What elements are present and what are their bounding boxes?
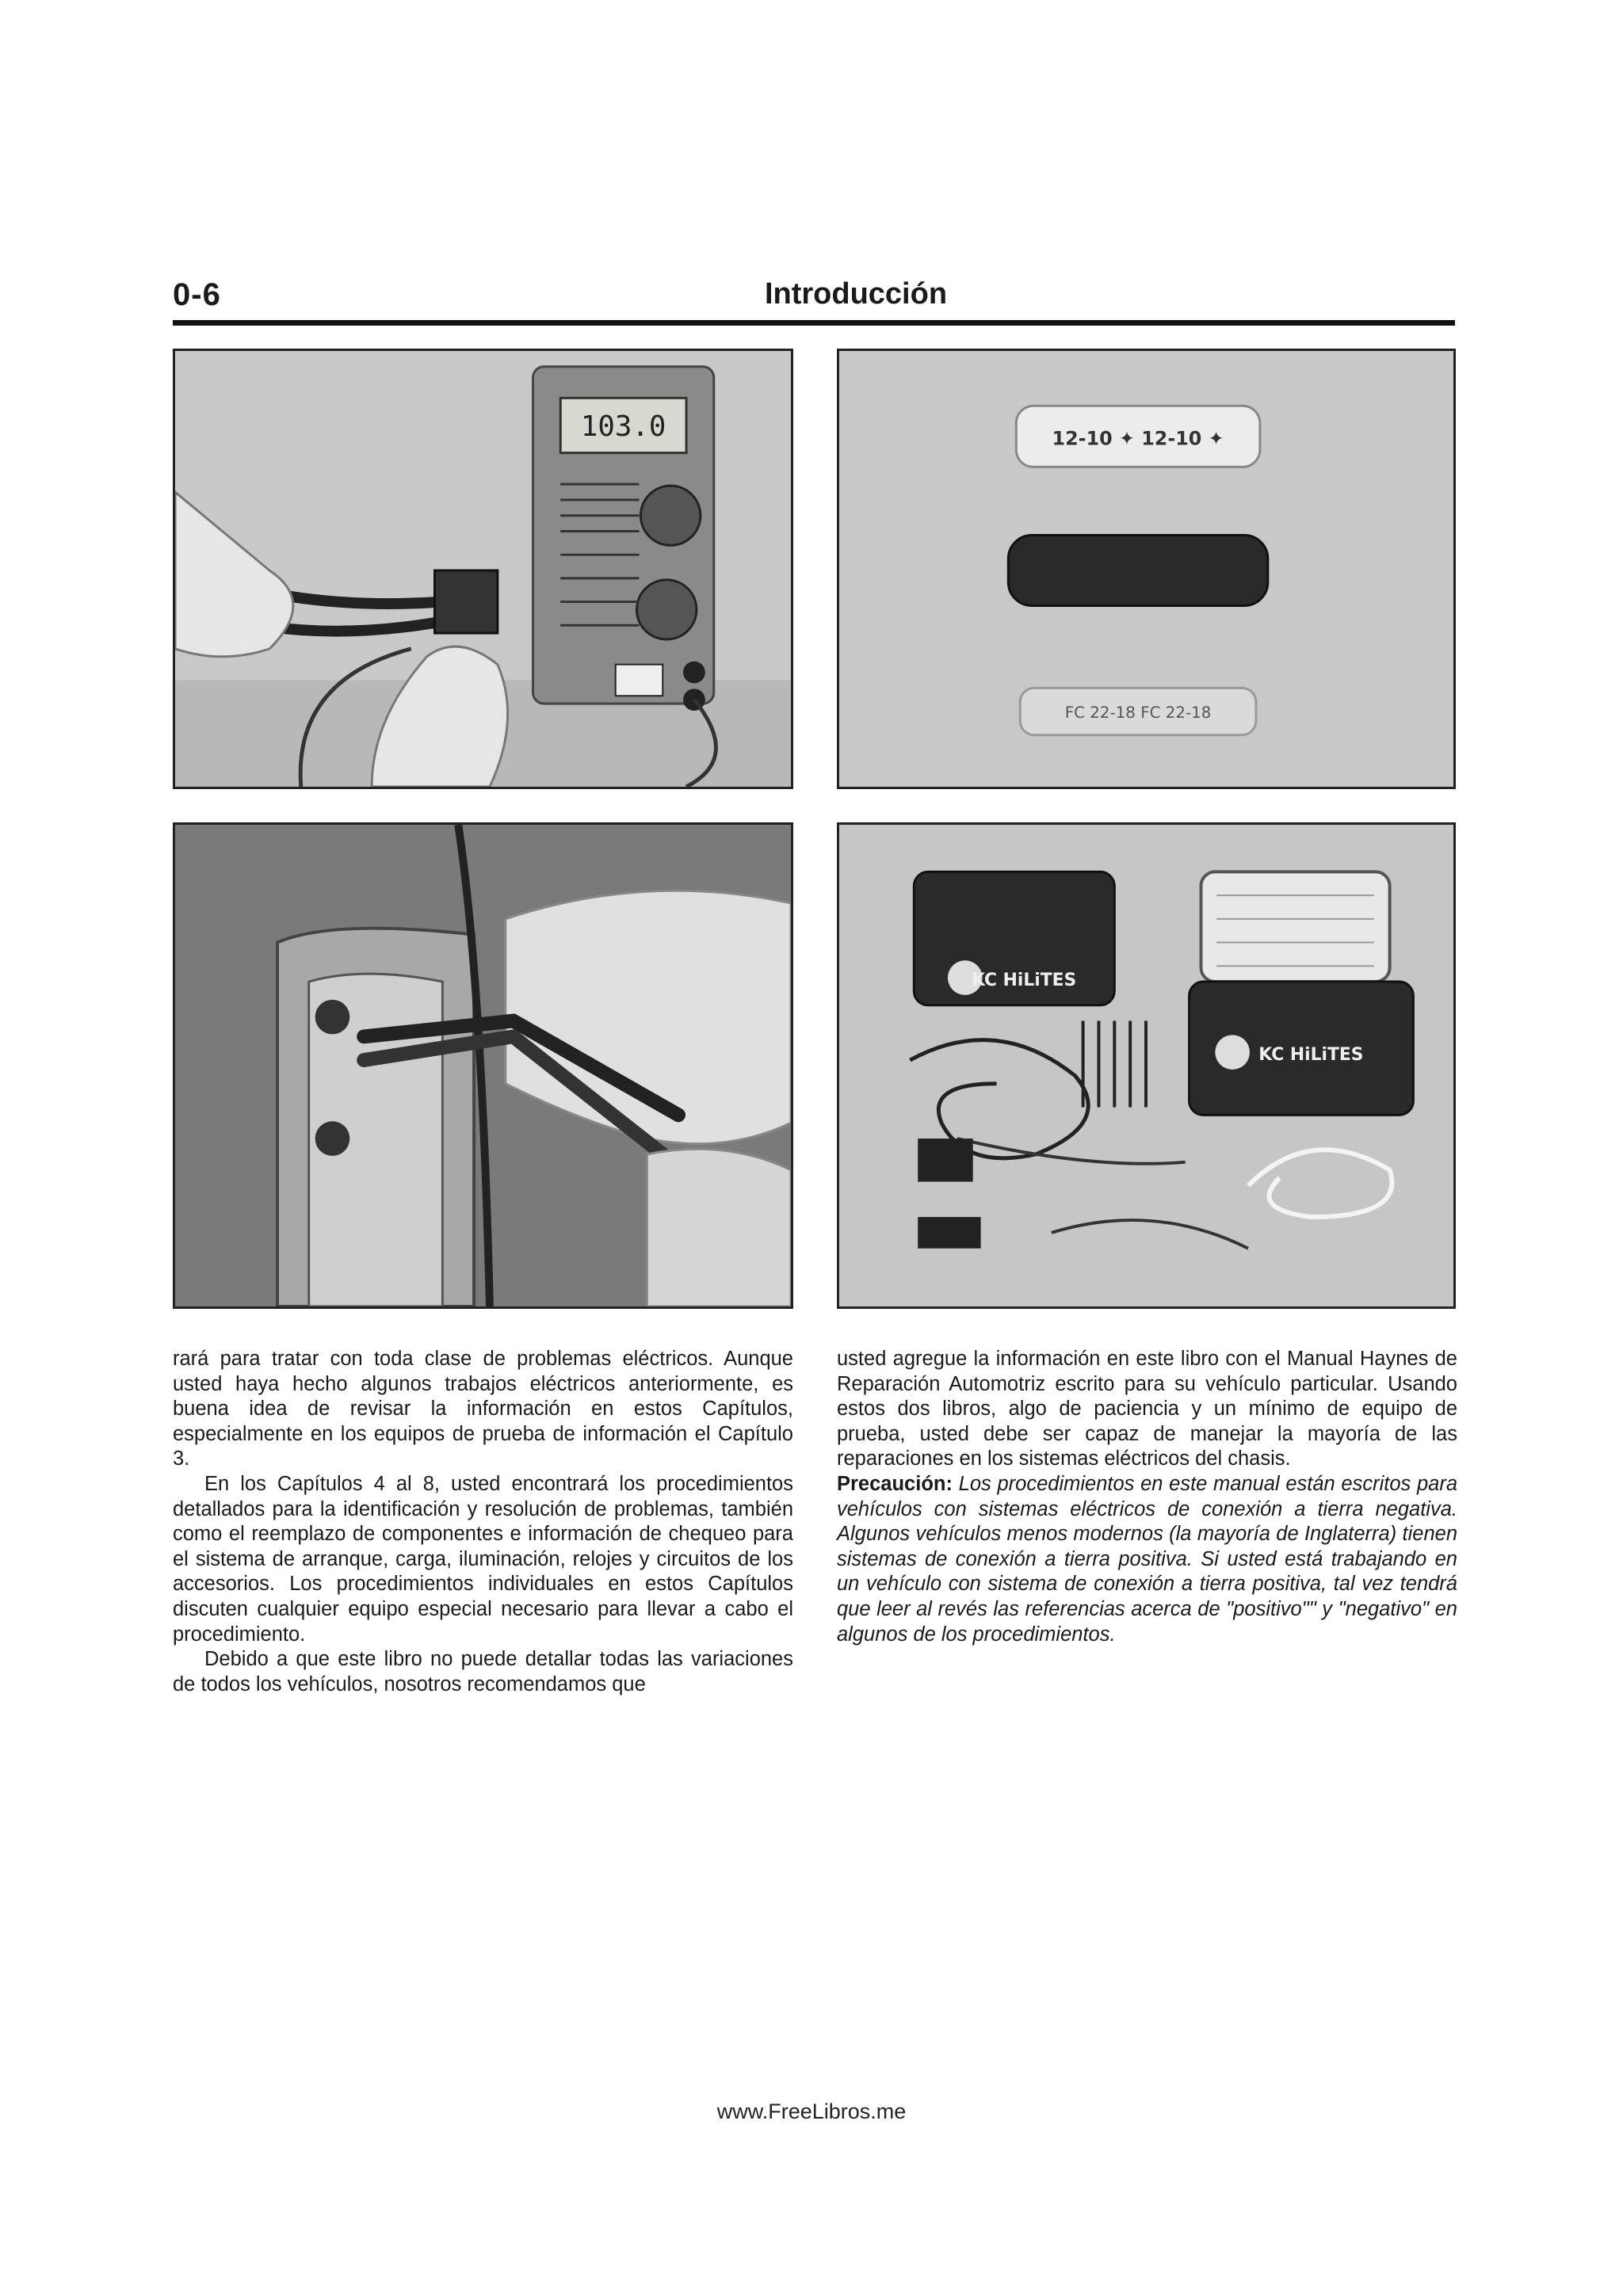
photo-lamp-kit <box>837 822 1456 1309</box>
page-title: Introducción <box>764 277 948 311</box>
caution-note <box>837 1472 1457 1647</box>
text-column-right <box>837 1347 1457 1647</box>
connector-label-2: FC 22-18 FC 22-18 <box>1064 703 1212 722</box>
photo-butt-connectors <box>837 349 1456 789</box>
connector-label-1: 12-10 ✦ 12-10 ✦ <box>1052 427 1224 450</box>
footer-url[interactable]: www.FreeLibros.me <box>716 2100 907 2123</box>
lamp-kit-illustration <box>839 825 1453 1306</box>
header-rule <box>173 320 1455 326</box>
paragraph: Debido a que este libro no puede detallar todas las variaciones de todos los vehículos, nosotros recomendamos que <box>173 1648 793 1695</box>
photo-multimeter-test <box>173 349 793 789</box>
brand-label-1: KC HiLiTES <box>972 971 1077 990</box>
paragraph: rará para tratar con toda clase de problemas eléctricos. Aunque usted haya hecho algunos trabajos eléctricos anteriormente, es buena idea de revisar la información en estos Capítulos, especialmente en los equipos de prueba de información el Capítulo 3. <box>173 1348 793 1470</box>
text-column-left <box>173 1347 793 1697</box>
brand-label-2: KC HiLiTES <box>1258 1045 1364 1066</box>
multimeter-display: 103.0 <box>580 410 666 443</box>
paragraph: usted agregue la información en este libro con el Manual Haynes de Reparación Automotriz escrito para su vehículo particular. Usando estos dos libros, algo de paciencia y un mínimo de equipo de prueba, usted debe ser capaz de manejar la mayoría de las reparaciones en los sistemas eléctricos del chasis. <box>837 1348 1457 1470</box>
multimeter-illustration <box>175 351 791 787</box>
connectors-illustration <box>839 351 1453 787</box>
page-number: 0-6 <box>173 277 221 312</box>
photo-pliers-housing <box>173 822 793 1309</box>
paragraph: En los Capítulos 4 al 8, usted encontrará los procedimientos detallados para la identificación y resolución de problemas, también como el reemplazo de componentes e información de chequeo para el sistema de arranque, carga, iluminación, relojes y circuitos de los accesorios. Los procedimientos individuales en estos Capítulos discuten cualquier equipo especial necesario para llevar a cabo el procedimiento. <box>173 1472 793 1646</box>
caution-label: Precaución: <box>837 1472 953 1495</box>
pliers-illustration <box>175 825 791 1306</box>
caution-text: Los procedimientos en este manual están escritos para vehículos con sistemas eléctricos de conexión a tierra negativa. Algunos vehículos menos modernos (la mayoría de Inglaterra) tienen sistemas de conexión a tierra positiva. Si usted está trabajando en un vehículo con sistema de conexión a tierra positiva, tal vez tendrá que leer al revés las referencias acerca de "positivo"" y "negativo" en algunos de los procedimientos. <box>837 1472 1457 1646</box>
